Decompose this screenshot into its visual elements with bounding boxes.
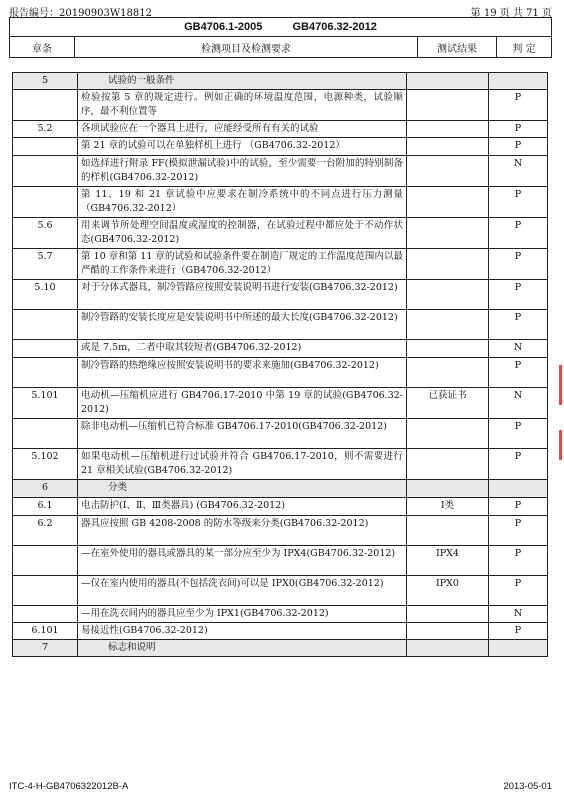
table-row: [13, 187, 548, 218]
verdict-cell: P: [489, 358, 548, 388]
clause-cell: 6: [13, 480, 78, 498]
result-cell: [407, 249, 489, 280]
verdict-cell: P: [489, 187, 548, 218]
result-cell: [407, 90, 489, 121]
item-cell: 第 21 章的试验可以在单独样机上进行 （GB4706.32-2012）: [78, 138, 407, 156]
clause-cell: [13, 606, 78, 623]
result-cell: [407, 138, 489, 156]
verdict-cell: P: [489, 121, 548, 138]
table-row: [13, 623, 548, 640]
margin-mark: [559, 430, 562, 460]
clause-cell: 6.1: [13, 498, 78, 516]
verdict-cell: N: [489, 340, 548, 358]
item-cell: —仅在室内使用的器具(不包括洗衣间)可以是 IPX0(GB4706.32-2012): [78, 576, 407, 606]
table-row: [13, 388, 548, 419]
clause-cell: [13, 576, 78, 606]
verdict-cell: N: [489, 156, 548, 187]
section-row: [13, 640, 548, 657]
clause-cell: [13, 187, 78, 218]
clause-cell: [13, 310, 78, 340]
verdict-cell: P: [489, 218, 548, 249]
clause-cell: 6.101: [13, 623, 78, 640]
clause-cell: [13, 419, 78, 449]
col-verdict: 判 定: [512, 43, 536, 55]
item-cell: 电动机—压缩机应进行 GB4706.17-2010 中第 19 章的试验(GB4706.32-2012): [78, 388, 407, 419]
verdict-cell: P: [489, 419, 548, 449]
item-cell: 如果电动机—压缩机进行过试验并符合 GB4706.17-2010，则不需要进行 21 章相关试验(GB4706.32-2012): [78, 449, 407, 480]
result-cell: [407, 623, 489, 640]
table-row: [13, 449, 548, 480]
verdict-cell: N: [489, 388, 548, 419]
item-cell: 除非电动机—压缩机已符合标准 GB4706.17-2010(GB4706.32-2012): [78, 419, 407, 449]
result-cell: [407, 606, 489, 623]
item-cell: —在室外使用的器具或器具的某一部分应至少为 IPX4(GB4706.32-2012): [78, 546, 407, 576]
result-cell: 已获证书: [407, 388, 489, 419]
result-cell: [407, 640, 489, 657]
item-cell: 器具应按照 GB 4208-2008 的防水等级来分类(GB4706.32-2012): [78, 516, 407, 546]
clause-cell: [13, 340, 78, 358]
verdict-cell: P: [489, 449, 548, 480]
clause-cell: 6.2: [13, 516, 78, 546]
verdict-cell: P: [489, 280, 548, 310]
result-cell: [407, 449, 489, 480]
table-row: [13, 90, 548, 121]
verdict-cell: P: [489, 310, 548, 340]
verdict-cell: [489, 73, 548, 90]
verdict-cell: P: [489, 576, 548, 606]
clause-cell: 5.6: [13, 218, 78, 249]
result-cell: [407, 419, 489, 449]
clause-cell: 5.2: [13, 121, 78, 138]
item-cell: —用在洗衣间内的器具应至少为 IPX1(GB4706.32-2012): [78, 606, 407, 623]
result-cell: [407, 280, 489, 310]
item-cell: 如选择进行附录 FF(模拟泄漏试验)中的试验，至少需要一台附加的特别制备的样机(GB4706.32-2012): [78, 156, 407, 187]
table-row: [13, 249, 548, 280]
result-cell: IPX4: [407, 546, 489, 576]
verdict-cell: P: [489, 249, 548, 280]
standard-1: GB4706.1-2005: [184, 21, 263, 33]
result-cell: [407, 121, 489, 138]
title-box: [9, 17, 552, 58]
item-cell: 或是 7.5m，二者中取其较短者(GB4706.32-2012): [78, 340, 407, 358]
item-cell: 用来调节所处理空间温度或湿度的控制器，在试验过程中都应处于不动作状态(GB4706.32-2012): [78, 218, 407, 249]
item-cell: 制冷管路的热绝缘应按照安装说明书的要求来施加(GB4706.32-2012): [78, 358, 407, 388]
item-cell: 检验按第 5 章的规定进行。例如正确的环境温度范围，电源种类，试验顺序，最不利位置等: [78, 90, 407, 121]
table-row: [13, 546, 548, 576]
result-cell: [407, 218, 489, 249]
verdict-cell: [489, 640, 548, 657]
item-cell: 标志和说明: [78, 640, 407, 657]
clause-cell: [13, 138, 78, 156]
table-row: [13, 576, 548, 606]
verdict-cell: [489, 480, 548, 498]
report-number: 报告编号：20190903W18812: [9, 8, 152, 19]
result-cell: [407, 358, 489, 388]
section-row: [13, 480, 548, 498]
item-cell: 对于分体式器具，制冷管路应按照安装说明书进行安装(GB4706.32-2012): [78, 280, 407, 310]
clause-cell: [13, 546, 78, 576]
result-cell: [407, 340, 489, 358]
page-header: [9, 4, 552, 18]
table-row: [13, 156, 548, 187]
title-row: [10, 18, 551, 37]
verdict-cell: P: [489, 516, 548, 546]
verdict-cell: P: [489, 623, 548, 640]
table-row: [13, 358, 548, 388]
result-cell: [407, 480, 489, 498]
page-number: 第 19 页 共 71 页: [470, 8, 552, 19]
table-row: [13, 280, 548, 310]
item-cell: 制冷管路的安装长度应是安装说明书中所述的最大长度(GB4706.32-2012): [78, 310, 407, 340]
clause-cell: [13, 156, 78, 187]
verdict-cell: P: [489, 90, 548, 121]
verdict-cell: P: [489, 546, 548, 576]
clause-cell: 5.10: [13, 280, 78, 310]
test-table: [12, 72, 548, 657]
standard-title: [10, 21, 551, 33]
clause-cell: 5.101: [13, 388, 78, 419]
clause-cell: [13, 358, 78, 388]
table-row: [13, 516, 548, 546]
item-cell: 试验的一般条件: [78, 73, 407, 90]
item-cell: 第 11、19 和 21 章试验中应要求在制冷系统中的不同点进行压力测量（GB4706.32-2012）: [78, 187, 407, 218]
result-cell: [407, 187, 489, 218]
item-cell: 分类: [78, 480, 407, 498]
clause-cell: 7: [13, 640, 78, 657]
table-row: [13, 498, 548, 516]
column-header: [10, 37, 551, 58]
clause-cell: 5.7: [13, 249, 78, 280]
col-item: 检测项目及检测要求: [75, 37, 418, 57]
verdict-cell: P: [489, 498, 548, 516]
test-table-body: [13, 73, 548, 657]
table-row: [13, 218, 548, 249]
clause-cell: 5.102: [13, 449, 78, 480]
table-row: [13, 138, 548, 156]
item-cell: 第 10 章和第 11 章的试验和试验条件要在制造厂规定的工作温度范围内以最严酷的工作条件来进行（GB4706.32-2012）: [78, 249, 407, 280]
standard-2: GB4706.32-2012: [292, 21, 377, 33]
clause-cell: [13, 90, 78, 121]
col-result: 测试结果: [418, 37, 497, 57]
item-cell: 各项试验应在一个器具上进行，应能经受所有有关的试验: [78, 121, 407, 138]
result-cell: [407, 310, 489, 340]
result-cell: [407, 73, 489, 90]
table-row: [13, 121, 548, 138]
verdict-cell: N: [489, 606, 548, 623]
table-row: [13, 310, 548, 340]
doc-code: ITC-4-H-GB4706322012B-A: [9, 781, 129, 792]
result-cell: IPX0: [407, 576, 489, 606]
margin-mark: [559, 365, 562, 405]
result-cell: [407, 516, 489, 546]
section-row: [13, 73, 548, 90]
clause-cell: 5: [13, 73, 78, 90]
item-cell: 电击防护(Ⅰ、Ⅱ、Ⅲ类器具) (GB4706.32-2012): [78, 498, 407, 516]
result-cell: Ⅰ类: [407, 498, 489, 516]
table-row: [13, 340, 548, 358]
col-clause: 章条: [10, 37, 75, 57]
table-row: [13, 419, 548, 449]
result-cell: [407, 156, 489, 187]
doc-date: 2013-05-01: [503, 781, 552, 792]
table-row: [13, 606, 548, 623]
item-cell: 易接近性(GB4706.32-2012): [78, 623, 407, 640]
verdict-cell: P: [489, 138, 548, 156]
